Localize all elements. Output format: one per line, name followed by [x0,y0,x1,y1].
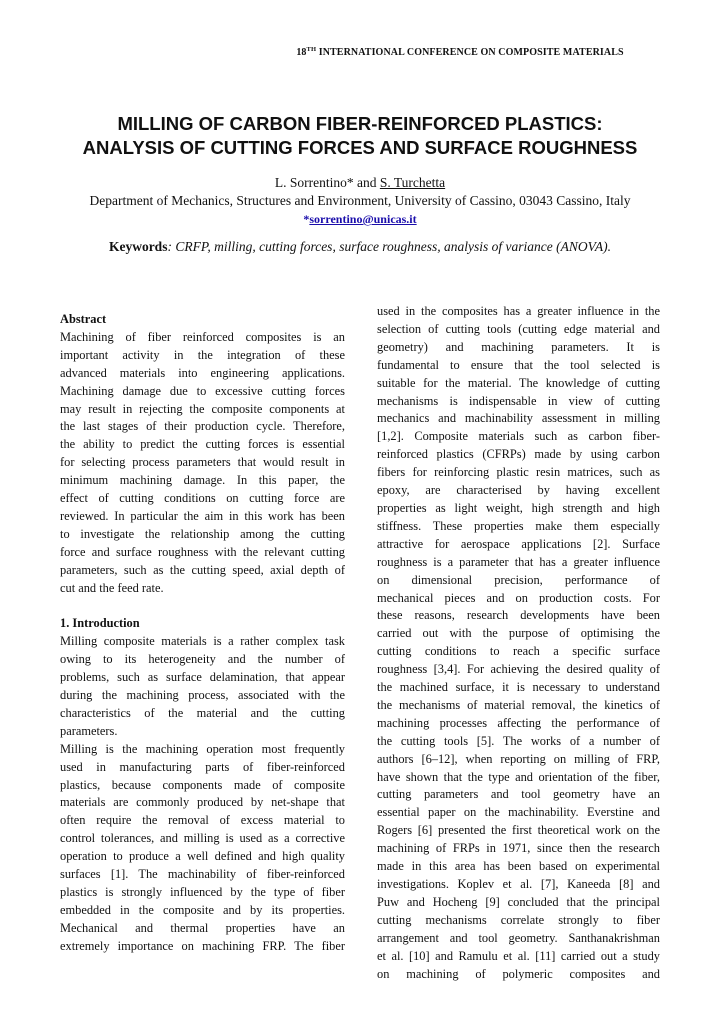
intro-line: owing to its heterogeneity and the number of [60,652,345,667]
author-1: L. Sorrentino* [274,175,354,190]
abstract-line: Machining of fiber reinforced composites is an [60,329,345,344]
abstract-line: may result in rejecting the composite components at [60,401,345,416]
intro-line: characteristics of the material and the cutting [60,705,345,720]
abstract-line: important activity in the integration of these [60,347,345,362]
body-line: used in the composites has a greater influence in the [377,304,660,318]
abstract-line: Machining damage due to excessive cutting forces [60,383,345,398]
body-line: the cutting tools [5]. The works of a number of [377,733,660,748]
abstract-line: the ability to predict the cutting forces is essential [60,437,345,452]
abstract-line: minimum machining damage. In this paper, the [60,473,345,488]
intro-line: plastics is strongly influenced by the type of fiber [60,884,345,899]
abstract-line: advanced materials into engineering applications. [60,365,345,380]
abstract-line: parameters, such as the cutting speed, axial depth of [60,562,345,577]
body-line: stiffness. These properties make them especially [377,518,660,533]
body-line: properties as light weight, high strength and high [377,500,660,515]
intro-line: surfaces [1]. The machinability of fiber-reinforced [60,867,345,882]
abstract-body [60,329,345,580]
body-line: these reasons, research developments have been [377,608,660,623]
body-line: selection of cutting tools (cutting edge material and [377,321,660,336]
body-line: have shown that the type and orientation of the fiber, [377,769,660,784]
body-line: investigations. Koplev et al. [7], Kaneeda [8] and [377,877,660,891]
keywords-label: Keywords [108,239,168,254]
body-line: roughness [3,4]. For achieving the desired quality of [377,662,660,677]
body-line: on machining of polymeric composites and [377,966,660,981]
email-asterisk: * [303,212,310,226]
ordinal-suffix: TH [306,46,317,53]
corresponding-email [0,210,720,228]
abstract-last-line: cut and the feed rate. [60,580,164,595]
body-line: carried out with the purpose of optimising the [377,626,660,641]
abstract-line: force and surface roughness with the relevant cutting [60,544,345,559]
intro-line: Milling composite materials is a rather complex task [60,634,345,649]
body-line: cutting conditions to reach a specific surface [377,644,660,659]
left-column [60,311,345,956]
body-line: fundamental to ensure that the tool selected is [377,357,660,372]
intro-line: often require the removal of excess material to [60,813,345,828]
conference-name [96,46,623,58]
body-line: Rogers [6] presented the first theoretical work on the [377,823,660,838]
body-line: arrangement and tool geometry. Santhanakrishman [377,930,660,945]
intro-paragraph-1 [60,633,345,723]
keywords [0,239,720,255]
right-column [377,303,660,983]
conference-ordinal: 18 [296,47,307,58]
abstract-line: effect of cutting conditions on cutting force are [60,491,345,506]
body-line: fibers for reinforcing plastic resin matrices, such as [377,465,660,480]
body-line: made in this area has been based on experimental [377,859,660,874]
intro-line: plastics, because components made of composite [60,777,345,792]
intro-line: during the machining process, associated with the [60,688,345,703]
body-line: essential paper on the machinability. Everstine and [377,805,660,820]
intro-line: problems, such as surface delamination, that appear [60,670,345,685]
author-2: S. Turchetta [379,175,446,190]
affiliation: Department of Mechanics, Structures and Environment, University of Cassino, 03043 Cassino, Italy [89,193,631,208]
intro-line: used in manufacturing parts of fiber-reinforced [60,759,345,774]
intro-paragraph-2 [60,741,345,956]
intro-line: extremely importance on machining FRP. The fiber [60,938,345,953]
body-line: attractive for aerospace applications [2]. Surface [377,536,660,551]
body-line: cutting parameters and tool geometry have an [377,787,660,802]
title-line-1: MILLING OF CARBON FIBER-REINFORCED PLASTICS: [117,113,603,134]
body-line: roughness is a parameter that has a greater influence [377,554,660,569]
body-line: mechanisms is indispensable in view of cutting [377,393,660,408]
body-line: Puw and Hocheng [9] concluded that the principal [377,894,660,909]
body-line: the mechanisms of material removal, the kinetics of [377,697,660,712]
body-line: mechanics and machinability assessment in milling [377,411,660,426]
abstract-heading: Abstract [60,312,107,326]
intro-line: operation to produce a well defined and high quality [60,849,345,864]
abstract-line: reviewed. In particular the aim in this work has been [60,508,345,523]
body-line: machining of FRPs in 1971, since then the research [377,841,660,856]
body-line: authors [6–12], when reporting on milling of FRP, [377,751,660,766]
intro-line: control tolerances, and milling is used as a corrective [60,831,345,846]
body-line: on dimensional precision, performance of [377,572,660,587]
right-column-body [377,303,660,983]
intro-line: Milling is the machining operation most frequently [60,741,345,756]
abstract-line: the last stages of their production cycle. Therefore, [60,419,345,434]
author-names [0,174,720,192]
body-line: [1,2]. Composite materials such as carbon fiber- [377,429,660,444]
body-line: suitable for the material. The knowledge of cutting [377,375,660,390]
title-line-2: ANALYSIS OF CUTTING FORCES AND SURFACE ROUGHNESS [82,137,638,158]
conference-title: INTERNATIONAL CONFERENCE ON COMPOSITE MATERIALS [316,47,624,58]
running-header [0,42,720,60]
body-line: epoxy, are characterised by having excellent [377,483,660,498]
author-block [0,174,720,228]
body-line: mechanical pieces and on production costs. For [377,590,660,605]
body-line: machining processes affecting the performance of [377,715,660,730]
body-line: cutting mechanisms correlate strongly to fiber [377,912,660,927]
body-line: reinforced plastics (CFRPs) made by using carbon [377,447,660,462]
body-line: et al. [10] and Ramulu et al. [11] carried out a study [377,948,660,963]
body-line: the machined surface, it is necessary to understand [377,680,660,695]
intro-paragraph-1-last: parameters. [60,723,118,738]
email-link[interactable]: sorrentino@unicas.it [309,212,417,226]
introduction-heading: 1. Introduction [60,616,140,631]
intro-line: Mechanical and thermal properties have an [60,920,345,935]
body-line: geometry) and machining parameters. It is [377,339,660,354]
intro-line: embedded in the composite and by its properties. [60,902,345,917]
author-conjunction: and [353,175,380,190]
intro-line: materials are commonly produced by net-shape that [60,795,345,810]
paper-title [0,112,720,160]
keywords-text: : CRFP, milling, cutting forces, surface roughness, analysis of variance (ANOVA). [167,239,612,254]
abstract-line: for selecting process parameters that would result in [60,455,345,470]
abstract-line: to investigate the relationship among the cutting [60,526,345,541]
